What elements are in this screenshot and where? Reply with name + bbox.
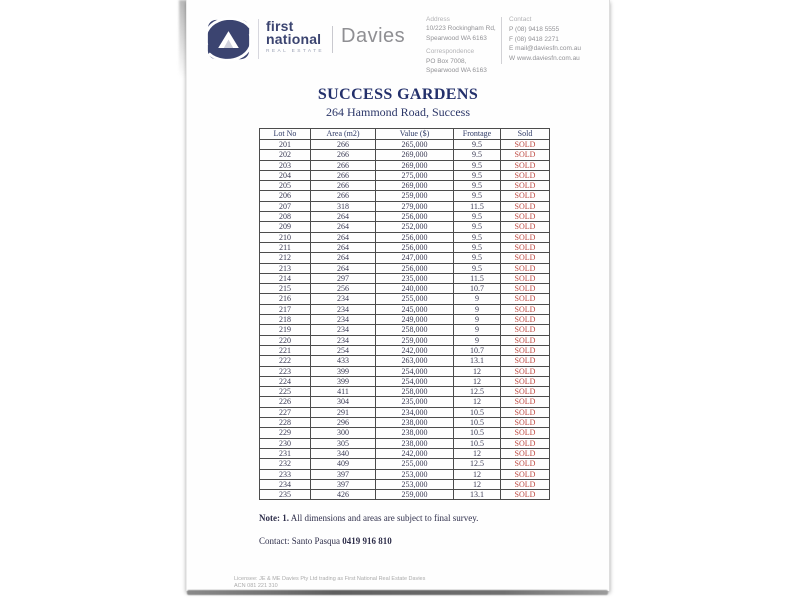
frontage-cell: 9.5 (454, 232, 501, 242)
area-cell: 234 (311, 294, 376, 304)
area-cell: 397 (311, 469, 376, 479)
lot-no-cell: 210 (260, 232, 311, 242)
lot-table-body (260, 140, 550, 500)
area-cell: 266 (311, 150, 376, 160)
value-cell: 254,000 (376, 376, 454, 386)
table-row (260, 345, 550, 355)
first-national-logo-icon (206, 17, 251, 62)
contact-fax-line: F (08) 9418 2271 (509, 35, 559, 43)
table-row (260, 212, 550, 222)
table-row (260, 181, 550, 191)
frontage-cell: 9.5 (454, 160, 501, 170)
table-row (260, 490, 550, 500)
area-cell: 234 (311, 304, 376, 314)
contact-label: Contact (509, 16, 532, 23)
value-cell: 275,000 (376, 170, 454, 180)
lot-no-cell: 226 (260, 397, 311, 407)
frontage-cell: 9.5 (454, 212, 501, 222)
frontage-cell: 11.5 (454, 201, 501, 211)
value-cell: 269,000 (376, 160, 454, 170)
frontage-cell: 10.7 (454, 284, 501, 294)
frontage-cell: 9 (454, 325, 501, 335)
sold-cell: SOLD (501, 356, 550, 366)
table-row (260, 418, 550, 428)
area-cell: 234 (311, 335, 376, 345)
table-row (260, 469, 550, 479)
value-cell: 255,000 (376, 294, 454, 304)
sold-cell: SOLD (501, 140, 550, 150)
lot-no-cell: 225 (260, 387, 311, 397)
table-row (260, 160, 550, 170)
value-cell: 256,000 (376, 242, 454, 252)
sold-cell: SOLD (501, 428, 550, 438)
sold-cell: SOLD (501, 170, 550, 180)
correspondence-line: Spearwood WA 6163 (426, 67, 487, 75)
lot-no-cell: 217 (260, 304, 311, 314)
area-cell: 433 (311, 356, 376, 366)
area-cell: 264 (311, 212, 376, 222)
office-name-divider (332, 26, 333, 53)
table-row (260, 150, 550, 160)
table-row (260, 284, 550, 294)
table-row (260, 459, 550, 469)
area-cell: 264 (311, 242, 376, 252)
sold-cell: SOLD (501, 304, 550, 314)
area-cell: 291 (311, 407, 376, 417)
frontage-cell: 12.5 (454, 387, 501, 397)
sold-cell: SOLD (501, 469, 550, 479)
contact-email-line: E mail@daviesfn.com.au (509, 45, 581, 53)
table-row (260, 222, 550, 232)
value-cell: 279,000 (376, 201, 454, 211)
area-cell: 426 (311, 490, 376, 500)
frontage-cell: 13.1 (454, 356, 501, 366)
value-cell: 256,000 (376, 212, 454, 222)
licensee-line: Licensee: JE & ME Davies Pty Ltd trading as First National Real Estate Davies (234, 576, 426, 582)
licensee-footer (234, 576, 425, 590)
area-cell: 256 (311, 284, 376, 294)
lot-no-cell: 234 (260, 479, 311, 489)
table-row (260, 253, 550, 263)
table-row (260, 376, 550, 386)
table-row (260, 356, 550, 366)
col-header-lot-no: Lot No (260, 129, 311, 140)
sold-cell: SOLD (501, 273, 550, 283)
frontage-cell: 12.5 (454, 459, 501, 469)
brand-word-national: national (266, 31, 322, 47)
table-row (260, 201, 550, 211)
lot-no-cell: 231 (260, 448, 311, 458)
area-cell: 264 (311, 253, 376, 263)
table-row (260, 479, 550, 489)
logo-divider (258, 19, 259, 59)
lot-no-cell: 222 (260, 356, 311, 366)
lot-no-cell: 203 (260, 160, 311, 170)
sold-cell: SOLD (501, 376, 550, 386)
lot-no-cell: 230 (260, 438, 311, 448)
frontage-cell: 9 (454, 304, 501, 314)
page-title: SUCCESS GARDENS (317, 86, 479, 103)
lot-no-cell: 201 (260, 140, 311, 150)
address-block (426, 15, 498, 76)
area-cell: 300 (311, 428, 376, 438)
value-cell: 258,000 (376, 325, 454, 335)
lot-no-cell: 213 (260, 263, 311, 273)
value-cell: 247,000 (376, 253, 454, 263)
value-cell: 258,000 (376, 387, 454, 397)
lot-no-cell: 205 (260, 181, 311, 191)
correspondence-label: Correspondence (426, 48, 475, 56)
col-header-sold: Sold (501, 129, 550, 140)
area-cell: 305 (311, 438, 376, 448)
frontage-cell: 9.5 (454, 140, 501, 150)
table-row (260, 438, 550, 448)
sold-cell: SOLD (501, 315, 550, 325)
lot-no-cell: 224 (260, 376, 311, 386)
address-label: Address (426, 16, 450, 23)
note-prefix: Note: 1. (259, 513, 289, 524)
lot-no-cell: 215 (260, 284, 311, 294)
value-cell: 259,000 (376, 191, 454, 201)
area-cell: 264 (311, 232, 376, 242)
title-block (187, 86, 609, 120)
value-cell: 252,000 (376, 222, 454, 232)
lot-no-cell: 223 (260, 366, 311, 376)
value-cell: 254,000 (376, 366, 454, 376)
col-header-area: Area (m2) (311, 129, 376, 140)
value-cell: 263,000 (376, 356, 454, 366)
area-cell: 304 (311, 397, 376, 407)
area-cell: 254 (311, 345, 376, 355)
table-row (260, 232, 550, 242)
lot-no-cell: 232 (260, 459, 311, 469)
area-cell: 266 (311, 181, 376, 191)
sold-cell: SOLD (501, 397, 550, 407)
table-row (260, 448, 550, 458)
frontage-cell: 11.5 (454, 273, 501, 283)
value-cell: 265,000 (376, 140, 454, 150)
sold-cell: SOLD (501, 263, 550, 273)
lot-no-cell: 208 (260, 212, 311, 222)
frontage-cell: 12 (454, 376, 501, 386)
area-cell: 296 (311, 418, 376, 428)
frontage-cell: 9.5 (454, 181, 501, 191)
contact-phone-line: P (08) 9418 5555 (509, 25, 560, 33)
lot-no-cell: 202 (260, 150, 311, 160)
sold-cell: SOLD (501, 438, 550, 448)
lot-no-cell: 227 (260, 407, 311, 417)
sold-cell: SOLD (501, 459, 550, 469)
table-header-row (260, 129, 550, 140)
contact-web-line: W www.daviesfn.com.au (509, 55, 580, 62)
frontage-cell: 9 (454, 335, 501, 345)
sold-cell: SOLD (501, 448, 550, 458)
sold-cell: SOLD (501, 181, 550, 191)
sold-cell: SOLD (501, 490, 550, 500)
table-row (260, 263, 550, 273)
brand-real-estate-label: REAL ESTATE (266, 48, 325, 54)
area-cell: 234 (311, 315, 376, 325)
area-cell: 266 (311, 191, 376, 201)
lot-no-cell: 220 (260, 335, 311, 345)
sold-cell: SOLD (501, 191, 550, 201)
value-cell: 234,000 (376, 407, 454, 417)
correspondence-line: PO Box 7008, (426, 57, 467, 65)
lot-no-cell: 229 (260, 428, 311, 438)
office-name: Davies (341, 25, 406, 47)
value-cell: 259,000 (376, 490, 454, 500)
brand-word-first: first (266, 18, 294, 34)
lot-no-cell: 216 (260, 294, 311, 304)
agent-contact-line (259, 536, 609, 546)
table-row (260, 397, 550, 407)
frontage-cell: 12 (454, 448, 501, 458)
table-row (260, 170, 550, 180)
value-cell: 253,000 (376, 479, 454, 489)
sold-cell: SOLD (501, 479, 550, 489)
table-row (260, 242, 550, 252)
area-cell: 234 (311, 325, 376, 335)
table-row (260, 325, 550, 335)
sold-cell: SOLD (501, 325, 550, 335)
col-header-frontage: Frontage (454, 129, 501, 140)
frontage-cell: 9.5 (454, 253, 501, 263)
area-cell: 397 (311, 479, 376, 489)
area-cell: 399 (311, 376, 376, 386)
sold-cell: SOLD (501, 160, 550, 170)
value-cell: 240,000 (376, 284, 454, 294)
value-cell: 249,000 (376, 315, 454, 325)
sold-cell: SOLD (501, 150, 550, 160)
table-row (260, 273, 550, 283)
value-cell: 238,000 (376, 438, 454, 448)
frontage-cell: 9.5 (454, 242, 501, 252)
frontage-cell: 12 (454, 479, 501, 489)
table-row (260, 366, 550, 376)
table-row (260, 387, 550, 397)
value-cell: 269,000 (376, 150, 454, 160)
value-cell: 256,000 (376, 263, 454, 273)
table-row (260, 407, 550, 417)
address-line: Spearwood WA 6163 (426, 34, 487, 42)
value-cell: 238,000 (376, 418, 454, 428)
agent-contact-label: Contact: Santo Pasqua (259, 536, 343, 547)
brand-wordmark (266, 20, 324, 54)
frontage-cell: 10.5 (454, 407, 501, 417)
value-cell: 259,000 (376, 335, 454, 345)
lot-no-cell: 221 (260, 345, 311, 355)
lot-no-cell: 212 (260, 253, 311, 263)
area-cell: 409 (311, 459, 376, 469)
value-cell: 235,000 (376, 397, 454, 407)
frontage-cell: 13.1 (454, 490, 501, 500)
address-line: 10/223 Rockingham Rd, (426, 25, 496, 33)
frontage-cell: 9.5 (454, 222, 501, 232)
lot-no-cell: 206 (260, 191, 311, 201)
lot-no-cell: 219 (260, 325, 311, 335)
sold-cell: SOLD (501, 222, 550, 232)
sold-cell: SOLD (501, 201, 550, 211)
table-row (260, 140, 550, 150)
page-bottom-shadow (187, 590, 608, 595)
area-cell: 266 (311, 140, 376, 150)
area-cell: 266 (311, 170, 376, 180)
sold-cell: SOLD (501, 366, 550, 376)
lot-no-cell: 235 (260, 490, 311, 500)
document-page (186, 0, 610, 591)
area-cell: 411 (311, 387, 376, 397)
letterhead (187, 0, 609, 80)
area-cell: 318 (311, 201, 376, 211)
letterhead-divider (501, 17, 502, 64)
frontage-cell: 10.5 (454, 418, 501, 428)
sold-cell: SOLD (501, 232, 550, 242)
sold-cell: SOLD (501, 335, 550, 345)
area-cell: 264 (311, 263, 376, 273)
sold-cell: SOLD (501, 418, 550, 428)
col-header-value: Value ($) (376, 129, 454, 140)
area-cell: 340 (311, 448, 376, 458)
table-row (260, 315, 550, 325)
value-cell: 269,000 (376, 181, 454, 191)
value-cell: 255,000 (376, 459, 454, 469)
sold-cell: SOLD (501, 212, 550, 222)
lot-price-table (259, 128, 550, 500)
value-cell: 242,000 (376, 345, 454, 355)
table-row (260, 294, 550, 304)
area-cell: 264 (311, 222, 376, 232)
value-cell: 235,000 (376, 273, 454, 283)
frontage-cell: 12 (454, 366, 501, 376)
table-row (260, 428, 550, 438)
sold-cell: SOLD (501, 407, 550, 417)
lot-no-cell: 204 (260, 170, 311, 180)
agent-contact-phone: 0419 916 810 (342, 536, 392, 547)
sold-cell: SOLD (501, 242, 550, 252)
lot-no-cell: 228 (260, 418, 311, 428)
area-cell: 297 (311, 273, 376, 283)
frontage-cell: 12 (454, 469, 501, 479)
table-row (260, 191, 550, 201)
lot-no-cell: 214 (260, 273, 311, 283)
frontage-cell: 9 (454, 294, 501, 304)
acn-line: ACN 081 221 310 (234, 583, 278, 590)
lot-no-cell: 218 (260, 315, 311, 325)
sold-cell: SOLD (501, 345, 550, 355)
table-row (260, 304, 550, 314)
first-national-logo (206, 17, 405, 62)
value-cell: 256,000 (376, 232, 454, 242)
frontage-cell: 9.5 (454, 170, 501, 180)
frontage-cell: 10.5 (454, 438, 501, 448)
sold-cell: SOLD (501, 284, 550, 294)
page-subtitle: 264 Hammond Road, Success (326, 105, 470, 119)
value-cell: 238,000 (376, 428, 454, 438)
frontage-cell: 10.5 (454, 428, 501, 438)
value-cell: 245,000 (376, 304, 454, 314)
contact-block (509, 15, 581, 64)
value-cell: 253,000 (376, 469, 454, 479)
value-cell: 242,000 (376, 448, 454, 458)
table-row (260, 335, 550, 345)
area-cell: 399 (311, 366, 376, 376)
note-text: All dimensions and areas are subject to final survey. (289, 513, 479, 524)
frontage-cell: 9.5 (454, 263, 501, 273)
frontage-cell: 12 (454, 397, 501, 407)
lot-no-cell: 209 (260, 222, 311, 232)
frontage-cell: 9.5 (454, 150, 501, 160)
sold-cell: SOLD (501, 253, 550, 263)
sold-cell: SOLD (501, 294, 550, 304)
frontage-cell: 10.7 (454, 345, 501, 355)
lot-no-cell: 233 (260, 469, 311, 479)
sold-cell: SOLD (501, 387, 550, 397)
area-cell: 266 (311, 160, 376, 170)
frontage-cell: 9 (454, 315, 501, 325)
lot-no-cell: 211 (260, 242, 311, 252)
frontage-cell: 9.5 (454, 191, 501, 201)
survey-note (259, 513, 609, 523)
lot-no-cell: 207 (260, 201, 311, 211)
